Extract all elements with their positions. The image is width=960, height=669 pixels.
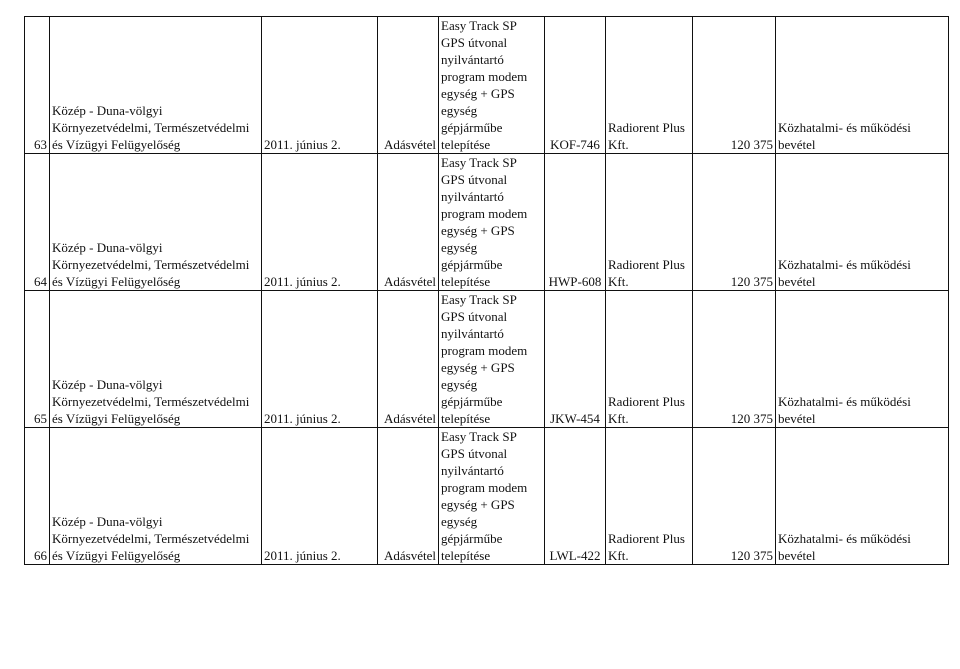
partner-cell: Radiorent Plus Kft. (606, 428, 693, 565)
table-row (25, 291, 949, 428)
plate-cell: HWP-608 (545, 154, 606, 291)
plate-cell: KOF-746 (545, 17, 606, 154)
description-cell: Easy Track SP GPS útvonal nyilvántartó program modem egység + GPS egység gépjárműbe telepítése (439, 291, 545, 428)
table-row (25, 428, 949, 565)
date-cell: 2011. június 2. (262, 291, 378, 428)
amount-cell: 120 375 (693, 291, 776, 428)
organization-cell: Közép - Duna-völgyi Környezetvédelmi, Természetvédelmi és Vízügyi Felügyelőség (50, 291, 262, 428)
row-number: 65 (25, 291, 50, 428)
row-number: 63 (25, 17, 50, 154)
contracts-table (24, 16, 949, 565)
description-cell: Easy Track SP GPS útvonal nyilvántartó program modem egység + GPS egység gépjárműbe telepítése (439, 17, 545, 154)
amount-cell: 120 375 (693, 17, 776, 154)
row-number: 64 (25, 154, 50, 291)
date-cell: 2011. június 2. (262, 154, 378, 291)
transaction-type-cell: Adásvétel (378, 291, 439, 428)
amount-cell: 120 375 (693, 154, 776, 291)
plate-cell: JKW-454 (545, 291, 606, 428)
organization-cell: Közép - Duna-völgyi Környezetvédelmi, Természetvédelmi és Vízügyi Felügyelőség (50, 428, 262, 565)
description-cell: Easy Track SP GPS útvonal nyilvántartó program modem egység + GPS egység gépjárműbe telepítése (439, 154, 545, 291)
category-cell: Közhatalmi- és működési bevétel (776, 428, 949, 565)
organization-cell: Közép - Duna-völgyi Környezetvédelmi, Természetvédelmi és Vízügyi Felügyelőség (50, 17, 262, 154)
row-number: 66 (25, 428, 50, 565)
category-cell: Közhatalmi- és működési bevétel (776, 154, 949, 291)
amount-cell: 120 375 (693, 428, 776, 565)
transaction-type-cell: Adásvétel (378, 428, 439, 565)
category-cell: Közhatalmi- és működési bevétel (776, 17, 949, 154)
plate-cell: LWL-422 (545, 428, 606, 565)
partner-cell: Radiorent Plus Kft. (606, 291, 693, 428)
transaction-type-cell: Adásvétel (378, 154, 439, 291)
date-cell: 2011. június 2. (262, 17, 378, 154)
table-row (25, 17, 949, 154)
date-cell: 2011. június 2. (262, 428, 378, 565)
description-cell: Easy Track SP GPS útvonal nyilvántartó program modem egység + GPS egység gépjárműbe telepítése (439, 428, 545, 565)
table-row (25, 154, 949, 291)
partner-cell: Radiorent Plus Kft. (606, 154, 693, 291)
category-cell: Közhatalmi- és működési bevétel (776, 291, 949, 428)
organization-cell: Közép - Duna-völgyi Környezetvédelmi, Természetvédelmi és Vízügyi Felügyelőség (50, 154, 262, 291)
transaction-type-cell: Adásvétel (378, 17, 439, 154)
partner-cell: Radiorent Plus Kft. (606, 17, 693, 154)
